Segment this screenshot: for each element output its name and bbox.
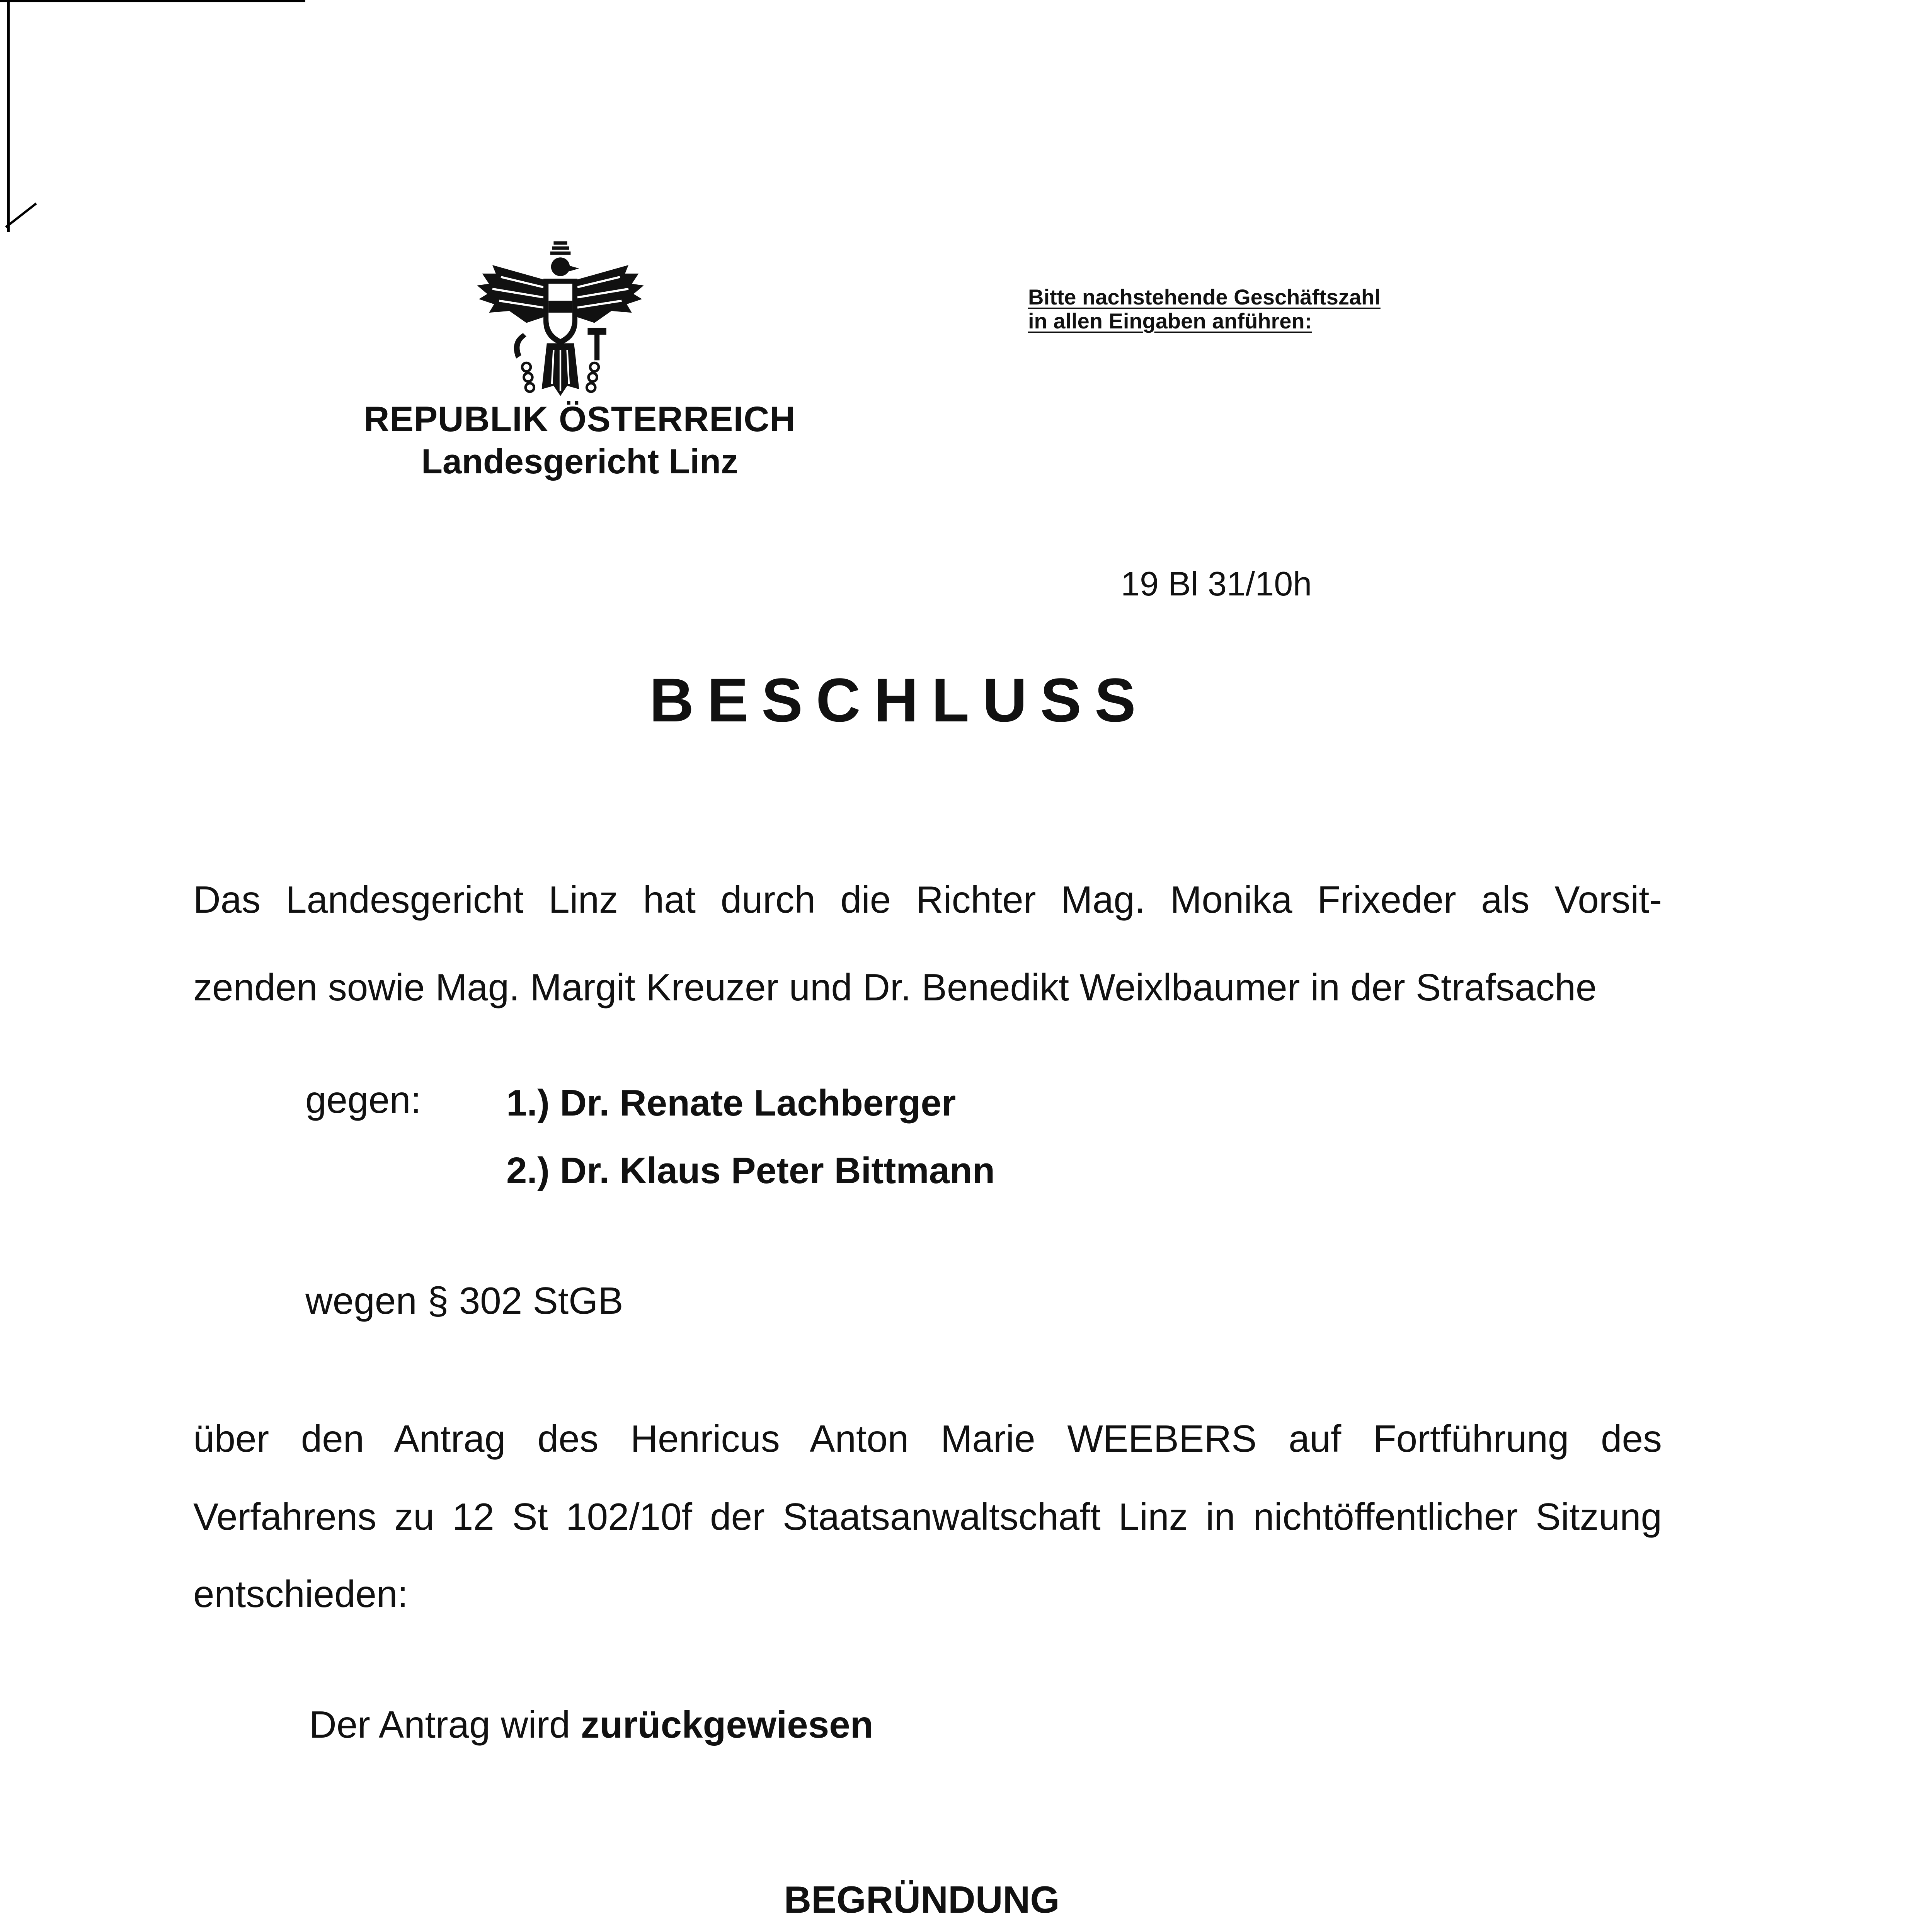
reference-note-line-2: in allen Eingaben anführen:: [1028, 309, 1312, 333]
motion-line-3: entschieden:: [193, 1573, 408, 1615]
intro-line-1: Das Landesgericht Linz hat durch die Richter Mag. Monika Frixeder als Vorsit-: [193, 878, 1662, 921]
motion-line-1: über den Antrag des Henricus Anton Marie WEEBERS auf Fortführung des: [193, 1417, 1662, 1460]
scan-edge-top: [0, 0, 305, 2]
document-title: BESCHLUSS: [649, 665, 1149, 735]
issuer-block: [329, 398, 831, 483]
defendant-2: 2.) Dr. Klaus Peter Bittmann: [506, 1150, 995, 1191]
reference-note: [1028, 285, 1381, 333]
intro-line-2: zenden sowie Mag. Margit Kreuzer und Dr. Benedikt Weixlbaumer in der Strafsache: [193, 966, 1597, 1009]
scan-edge-tick: [5, 202, 37, 228]
country-name: REPUBLIK ÖSTERREICH: [364, 400, 796, 439]
federal-eagle-emblem-icon: [475, 240, 645, 410]
decision-emphasis: zurückgewiesen: [581, 1703, 873, 1746]
decision-prefix: Der Antrag wird: [309, 1703, 581, 1746]
offence: wegen § 302 StGB: [305, 1279, 623, 1322]
case-number: 19 Bl 31/10h: [1121, 565, 1312, 603]
decision: [309, 1681, 1469, 1769]
defendant-1: 1.) Dr. Renate Lachberger: [506, 1082, 956, 1124]
against-label: gegen:: [305, 1078, 421, 1121]
reference-note-line-1: Bitte nachstehende Geschäftszahl: [1028, 285, 1381, 309]
court-name: Landesgericht Linz: [421, 442, 739, 481]
scan-edge-left: [7, 0, 10, 232]
motion-line-2: Verfahrens zu 12 St 102/10f der Staatsanwaltschaft Linz in nichtöffentlicher Sitzung: [193, 1495, 1662, 1538]
reasoning-title: BEGRÜNDUNG: [784, 1878, 1060, 1921]
